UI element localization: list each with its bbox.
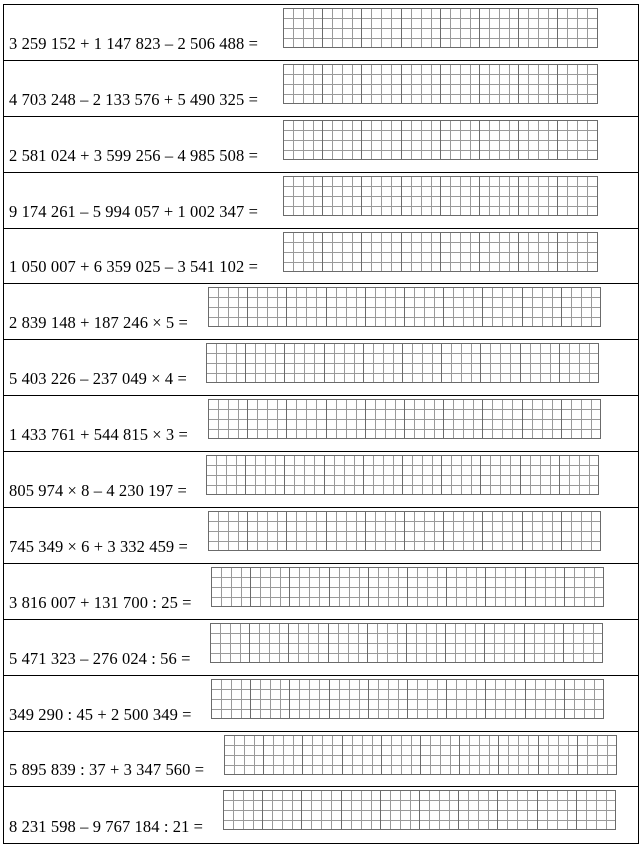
answer-digit-cell[interactable] <box>211 679 251 719</box>
answer-grid[interactable] <box>210 623 602 663</box>
answer-digit-cell[interactable] <box>497 790 537 830</box>
exercise-row <box>4 396 638 452</box>
answer-digit-cell[interactable] <box>480 455 520 495</box>
answer-digit-cell[interactable] <box>522 287 562 327</box>
exercise-row <box>4 284 638 340</box>
answer-digit-cell[interactable] <box>368 567 408 607</box>
exercise-row <box>4 5 638 61</box>
answer-digit-cell[interactable] <box>380 790 420 830</box>
answer-digit-cell[interactable] <box>479 120 519 160</box>
answer-digit-cell[interactable] <box>420 735 460 775</box>
answer-digit-cell[interactable] <box>440 176 480 216</box>
exercise-expression: 2 581 024 + 3 599 256 – 4 985 508 = <box>9 145 258 165</box>
answer-digit-cell[interactable] <box>559 343 599 383</box>
answer-digit-cell[interactable] <box>482 287 522 327</box>
exercise-expression: 4 703 248 – 2 133 576 + 5 490 325 = <box>9 89 258 109</box>
answer-digit-cell[interactable] <box>208 511 248 551</box>
answer-grid[interactable] <box>283 64 597 104</box>
answer-digit-cell[interactable] <box>263 735 303 775</box>
exercise-row <box>4 676 638 732</box>
answer-digit-cell[interactable] <box>443 287 483 327</box>
answer-digit-cell[interactable] <box>211 567 251 607</box>
answer-digit-cell[interactable] <box>446 567 486 607</box>
exercise-expression: 1 050 007 + 6 359 025 – 3 541 102 = <box>9 257 258 277</box>
exercise-row <box>4 452 638 508</box>
answer-digit-cell[interactable] <box>368 679 408 719</box>
answer-digit-cell[interactable] <box>329 679 369 719</box>
answer-digit-cell[interactable] <box>329 567 369 607</box>
answer-digit-cell[interactable] <box>484 623 524 663</box>
exercise-row <box>4 61 638 117</box>
answer-digit-cell[interactable] <box>361 232 401 272</box>
answer-digit-cell[interactable] <box>361 120 401 160</box>
answer-digit-cell[interactable] <box>518 232 558 272</box>
answer-digit-cell[interactable] <box>525 567 565 607</box>
answer-digit-cell[interactable] <box>479 176 519 216</box>
answer-digit-cell[interactable] <box>365 511 405 551</box>
answer-digit-cell[interactable] <box>538 735 578 775</box>
answer-digit-cell[interactable] <box>250 567 290 607</box>
answer-digit-cell[interactable] <box>322 176 362 216</box>
answer-digit-cell[interactable] <box>247 399 287 439</box>
answer-digit-cell[interactable] <box>440 64 480 104</box>
exercise-expression: 349 290 : 45 + 2 500 349 = <box>9 704 192 724</box>
answer-digit-cell[interactable] <box>557 64 597 104</box>
answer-digit-cell[interactable] <box>557 120 597 160</box>
exercise-row <box>4 620 638 676</box>
exercise-expression: 3 259 152 + 1 147 823 – 2 506 488 = <box>9 33 258 53</box>
answer-digit-cell[interactable] <box>367 623 407 663</box>
answer-grid[interactable] <box>283 176 597 216</box>
exercise-row <box>4 732 638 788</box>
answer-digit-cell[interactable] <box>324 455 364 495</box>
answer-digit-cell[interactable] <box>443 511 483 551</box>
answer-digit-cell[interactable] <box>302 735 342 775</box>
answer-digit-cell[interactable] <box>564 567 604 607</box>
answer-digit-cell[interactable] <box>247 511 287 551</box>
answer-digit-cell[interactable] <box>363 343 403 383</box>
exercise-row <box>4 787 638 843</box>
answer-digit-cell[interactable] <box>557 176 597 216</box>
answer-digit-cell[interactable] <box>326 287 366 327</box>
answer-digit-cell[interactable] <box>564 679 604 719</box>
exercise-expression: 5 895 839 : 37 + 3 347 560 = <box>9 760 205 780</box>
answer-digit-cell[interactable] <box>404 287 444 327</box>
answer-digit-cell[interactable] <box>440 120 480 160</box>
answer-digit-cell[interactable] <box>498 735 538 775</box>
answer-grid[interactable] <box>283 120 597 160</box>
answer-digit-cell[interactable] <box>206 343 246 383</box>
answer-digit-cell[interactable] <box>446 679 486 719</box>
answer-digit-cell[interactable] <box>401 8 441 48</box>
answer-digit-cell[interactable] <box>326 399 366 439</box>
worksheet-table <box>3 4 639 844</box>
answer-grid[interactable] <box>283 8 597 48</box>
exercise-expression: 1 433 761 + 544 815 × 3 = <box>9 425 188 445</box>
answer-digit-cell[interactable] <box>482 399 522 439</box>
answer-digit-cell[interactable] <box>208 399 248 439</box>
answer-digit-cell[interactable] <box>485 567 525 607</box>
answer-digit-cell[interactable] <box>479 64 519 104</box>
answer-digit-cell[interactable] <box>322 232 362 272</box>
answer-digit-cell[interactable] <box>561 511 601 551</box>
answer-grid[interactable] <box>208 511 600 551</box>
answer-digit-cell[interactable] <box>561 287 601 327</box>
answer-digit-cell[interactable] <box>480 343 520 383</box>
exercise-expression: 5 471 323 – 276 024 : 56 = <box>9 648 191 668</box>
answer-digit-cell[interactable] <box>557 232 597 272</box>
answer-digit-cell[interactable] <box>402 343 442 383</box>
answer-digit-cell[interactable] <box>518 176 558 216</box>
answer-digit-cell[interactable] <box>283 8 323 48</box>
answer-grid[interactable] <box>211 567 603 607</box>
answer-digit-cell[interactable] <box>223 790 263 830</box>
answer-digit-cell[interactable] <box>284 455 324 495</box>
answer-digit-cell[interactable] <box>445 623 485 663</box>
answer-digit-cell[interactable] <box>361 64 401 104</box>
answer-digit-cell[interactable] <box>406 623 446 663</box>
answer-digit-cell[interactable] <box>524 623 564 663</box>
exercise-row <box>4 173 638 229</box>
answer-digit-cell[interactable] <box>322 8 362 48</box>
answer-digit-cell[interactable] <box>341 790 381 830</box>
answer-digit-cell[interactable] <box>365 399 405 439</box>
answer-digit-cell[interactable] <box>328 623 368 663</box>
exercise-expression: 2 839 148 + 187 246 × 5 = <box>9 313 188 333</box>
exercise-expression: 8 231 598 – 9 767 184 : 21 = <box>9 817 204 837</box>
answer-digit-cell[interactable] <box>440 8 480 48</box>
exercise-row <box>4 229 638 285</box>
answer-digit-cell[interactable] <box>210 623 250 663</box>
answer-digit-cell[interactable] <box>401 120 441 160</box>
answer-digit-cell[interactable] <box>525 679 565 719</box>
answer-digit-cell[interactable] <box>224 735 264 775</box>
answer-digit-cell[interactable] <box>363 455 403 495</box>
answer-grid[interactable] <box>224 735 616 775</box>
answer-digit-cell[interactable] <box>342 735 382 775</box>
answer-digit-cell[interactable] <box>402 455 442 495</box>
answer-digit-cell[interactable] <box>208 287 248 327</box>
answer-digit-cell[interactable] <box>561 399 601 439</box>
exercise-expression: 3 816 007 + 131 700 : 25 = <box>9 592 192 612</box>
answer-grid[interactable] <box>223 790 615 830</box>
answer-digit-cell[interactable] <box>286 287 326 327</box>
exercise-expression: 5 403 226 – 237 049 × 4 = <box>9 369 187 389</box>
answer-digit-cell[interactable] <box>322 120 362 160</box>
answer-digit-cell[interactable] <box>522 399 562 439</box>
answer-digit-cell[interactable] <box>518 8 558 48</box>
exercise-expression: 745 349 × 6 + 3 332 459 = <box>9 536 188 556</box>
answer-digit-cell[interactable] <box>283 64 323 104</box>
answer-digit-cell[interactable] <box>520 343 560 383</box>
answer-digit-cell[interactable] <box>577 735 617 775</box>
exercise-row <box>4 340 638 396</box>
answer-digit-cell[interactable] <box>288 623 328 663</box>
exercise-expression: 9 174 261 – 5 994 057 + 1 002 347 = <box>9 201 258 221</box>
exercise-expression: 805 974 × 8 – 4 230 197 = <box>9 481 187 501</box>
answer-grid[interactable] <box>211 679 603 719</box>
answer-digit-cell[interactable] <box>289 567 329 607</box>
answer-digit-cell[interactable] <box>563 623 603 663</box>
answer-digit-cell[interactable] <box>361 8 401 48</box>
answer-digit-cell[interactable] <box>485 679 525 719</box>
answer-digit-cell[interactable] <box>459 735 499 775</box>
answer-digit-cell[interactable] <box>286 399 326 439</box>
answer-digit-cell[interactable] <box>401 176 441 216</box>
answer-digit-cell[interactable] <box>407 679 447 719</box>
answer-grid[interactable] <box>208 287 600 327</box>
answer-grid[interactable] <box>208 399 600 439</box>
answer-digit-cell[interactable] <box>322 64 362 104</box>
answer-grid[interactable] <box>283 232 597 272</box>
answer-digit-cell[interactable] <box>401 232 441 272</box>
answer-grid[interactable] <box>206 343 598 383</box>
answer-digit-cell[interactable] <box>245 455 285 495</box>
exercise-row <box>4 508 638 564</box>
answer-digit-cell[interactable] <box>520 455 560 495</box>
answer-digit-cell[interactable] <box>381 735 421 775</box>
answer-digit-cell[interactable] <box>206 455 246 495</box>
answer-digit-cell[interactable] <box>440 232 480 272</box>
answer-digit-cell[interactable] <box>458 790 498 830</box>
answer-grid[interactable] <box>206 455 598 495</box>
answer-digit-cell[interactable] <box>245 343 285 383</box>
answer-digit-cell[interactable] <box>518 120 558 160</box>
answer-digit-cell[interactable] <box>441 455 481 495</box>
answer-digit-cell[interactable] <box>247 287 287 327</box>
exercise-row <box>4 117 638 173</box>
answer-digit-cell[interactable] <box>482 511 522 551</box>
answer-digit-cell[interactable] <box>250 679 290 719</box>
answer-digit-cell[interactable] <box>404 511 444 551</box>
answer-digit-cell[interactable] <box>404 399 444 439</box>
answer-digit-cell[interactable] <box>401 64 441 104</box>
answer-digit-cell[interactable] <box>576 790 616 830</box>
answer-digit-cell[interactable] <box>301 790 341 830</box>
answer-digit-cell[interactable] <box>479 232 519 272</box>
answer-digit-cell[interactable] <box>557 8 597 48</box>
answer-digit-cell[interactable] <box>559 455 599 495</box>
answer-digit-cell[interactable] <box>286 511 326 551</box>
answer-digit-cell[interactable] <box>443 399 483 439</box>
answer-digit-cell[interactable] <box>365 287 405 327</box>
answer-digit-cell[interactable] <box>326 511 366 551</box>
answer-digit-cell[interactable] <box>283 176 323 216</box>
answer-digit-cell[interactable] <box>262 790 302 830</box>
answer-digit-cell[interactable] <box>361 176 401 216</box>
answer-digit-cell[interactable] <box>284 343 324 383</box>
answer-digit-cell[interactable] <box>283 120 323 160</box>
answer-digit-cell[interactable] <box>289 679 329 719</box>
answer-digit-cell[interactable] <box>518 64 558 104</box>
answer-digit-cell[interactable] <box>249 623 289 663</box>
answer-digit-cell[interactable] <box>441 343 481 383</box>
answer-digit-cell[interactable] <box>419 790 459 830</box>
answer-digit-cell[interactable] <box>522 511 562 551</box>
answer-digit-cell[interactable] <box>407 567 447 607</box>
answer-digit-cell[interactable] <box>479 8 519 48</box>
answer-digit-cell[interactable] <box>324 343 364 383</box>
answer-digit-cell[interactable] <box>537 790 577 830</box>
exercise-row <box>4 564 638 620</box>
answer-digit-cell[interactable] <box>283 232 323 272</box>
